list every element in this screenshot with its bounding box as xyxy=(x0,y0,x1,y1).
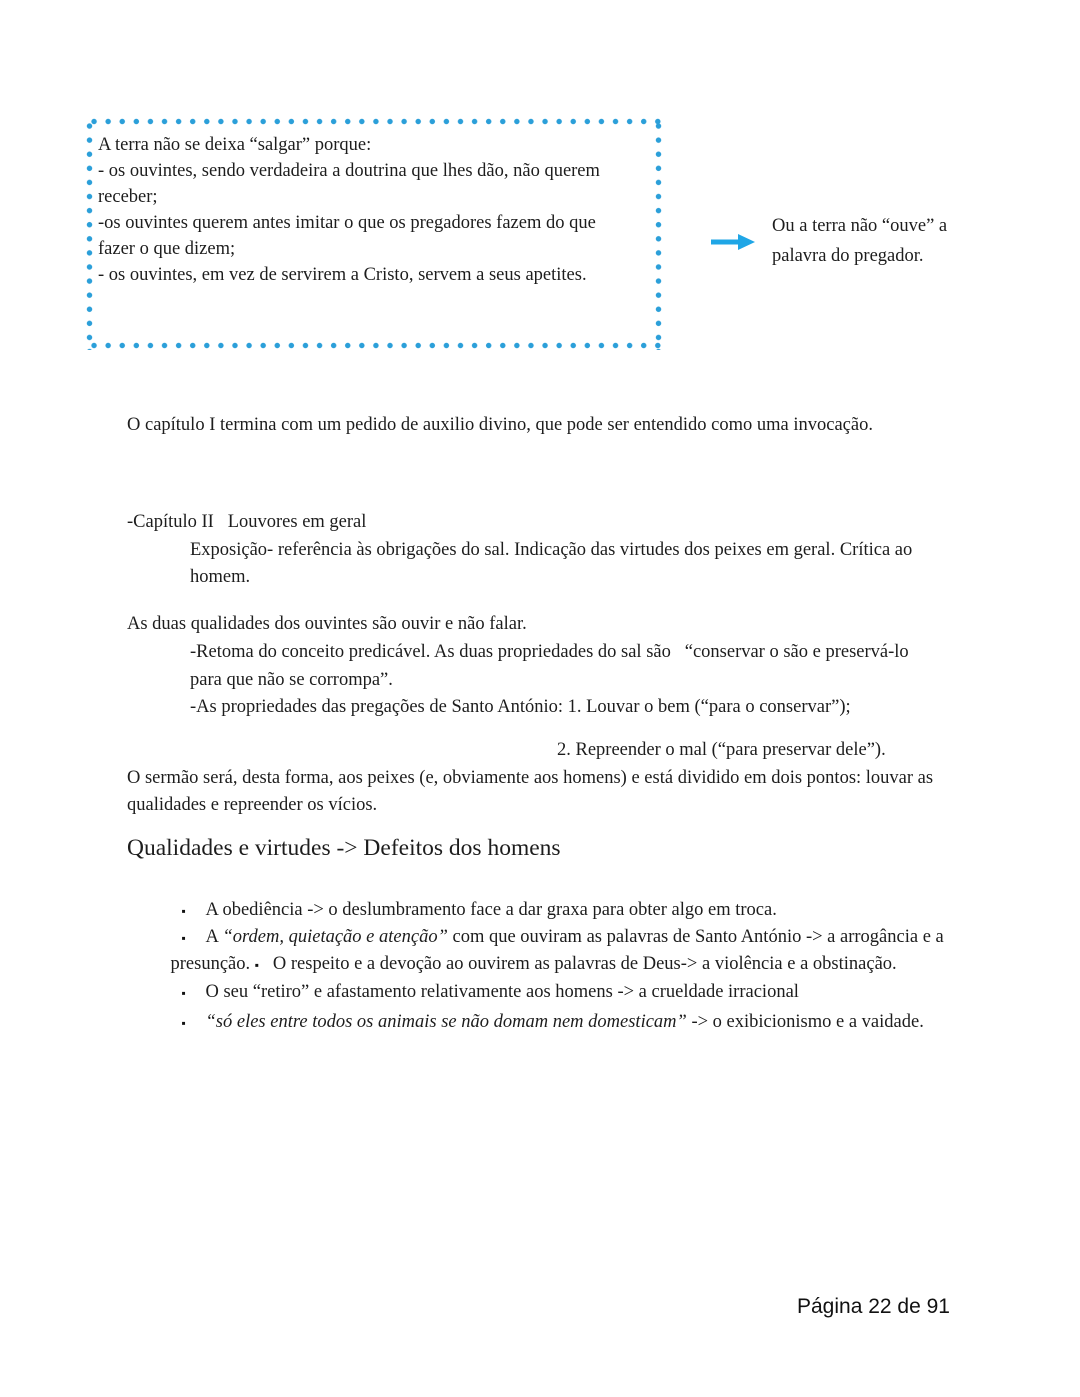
paragraph-invocation: O capítulo I termina com um pedido de auxilio divino, que pode ser entendido como uma invocação. xyxy=(127,415,873,435)
callout-line: A terra não se deixa “salgar” porque: xyxy=(98,135,372,155)
list-item-text: A obediência -> o deslumbramento face a dar graxa para obter algo em troca. xyxy=(205,900,777,920)
qualities-retoma: para que não se corrompa”. xyxy=(190,670,393,690)
bullet-icon: ▪ xyxy=(254,958,260,972)
chapter2-exposition: homem. xyxy=(190,567,251,587)
list-item-text: com que ouviram as palavras de Santo António -> a arrogância e a xyxy=(447,927,944,947)
qualities-retoma: -Retoma do conceito predicável. As duas propriedades do sal são “conservar o são e preservá-lo xyxy=(190,642,909,662)
list-item-text: A xyxy=(205,927,223,947)
qualities-sermao: qualidades e repreender os vícios. xyxy=(127,795,378,815)
section-heading: Qualidades e virtudes -> Defeitos dos homens xyxy=(127,835,561,861)
side-note-line: palavra do pregador. xyxy=(772,246,924,266)
callout-line: receber; xyxy=(98,187,158,207)
right-arrow-icon xyxy=(709,231,757,253)
list-item xyxy=(163,986,924,1059)
chapter2-exposition: Exposição- referência às obrigações do sal. Indicação das virtudes dos peixes em geral. Crítica ao xyxy=(190,540,913,560)
qualities-propriedades: -As propriedades das pregações de Santo António: 1. Louvar o bem (“para o conservar”); xyxy=(190,697,851,717)
bullet-icon: ▪ xyxy=(181,931,186,945)
list-item-text: presunção. xyxy=(170,954,255,974)
bullet-icon: ▪ xyxy=(181,904,186,918)
callout-line: - os ouvintes, em vez de servirem a Cristo, servem a seus apetites. xyxy=(98,265,587,285)
chapter2-title: -Capítulo II Louvores em geral xyxy=(127,512,367,532)
callout-line: - os ouvintes, sendo verdadeira a doutrina que lhes dão, não querem xyxy=(98,161,600,181)
callout-line: -os ouvintes querem antes imitar o que os pregadores fazem do que xyxy=(98,213,596,233)
callout-line: fazer o que dizem; xyxy=(98,239,236,259)
qualities-intro: As duas qualidades dos ouvintes são ouvir e não falar. xyxy=(127,614,527,634)
page-number: Página 22 de 91 xyxy=(797,1295,950,1318)
list-item-text: -> o exibicionismo e a vaidade. xyxy=(686,1012,924,1032)
qualities-repreender: 2. Repreender o mal (“para preservar dele”). xyxy=(557,740,886,760)
list-item-text: O seu “retiro” e afastamento relativamente aos homens -> a crueldade irracional xyxy=(205,982,799,1002)
bullet-icon: ▪ xyxy=(181,1016,186,1030)
side-note-line: Ou a terra não “ouve” a xyxy=(772,216,948,236)
bullet-icon: ▪ xyxy=(181,986,186,1000)
list-item-text: O respeito e a devoção ao ouvirem as palavras de Deus-> a violência e a obstinação. xyxy=(259,954,897,974)
callout-text xyxy=(98,132,651,288)
dotted-callout-box xyxy=(85,117,663,350)
qualities-sermao: O sermão será, desta forma, aos peixes (e, obviamente aos homens) e está dividido em dois pontos: louvar as xyxy=(127,768,934,788)
list-item-quote: “ordem, quietação e atenção” xyxy=(222,927,448,947)
list-item-quote: “só eles entre todos os animais se não domam nem domesticam” xyxy=(205,1012,687,1032)
